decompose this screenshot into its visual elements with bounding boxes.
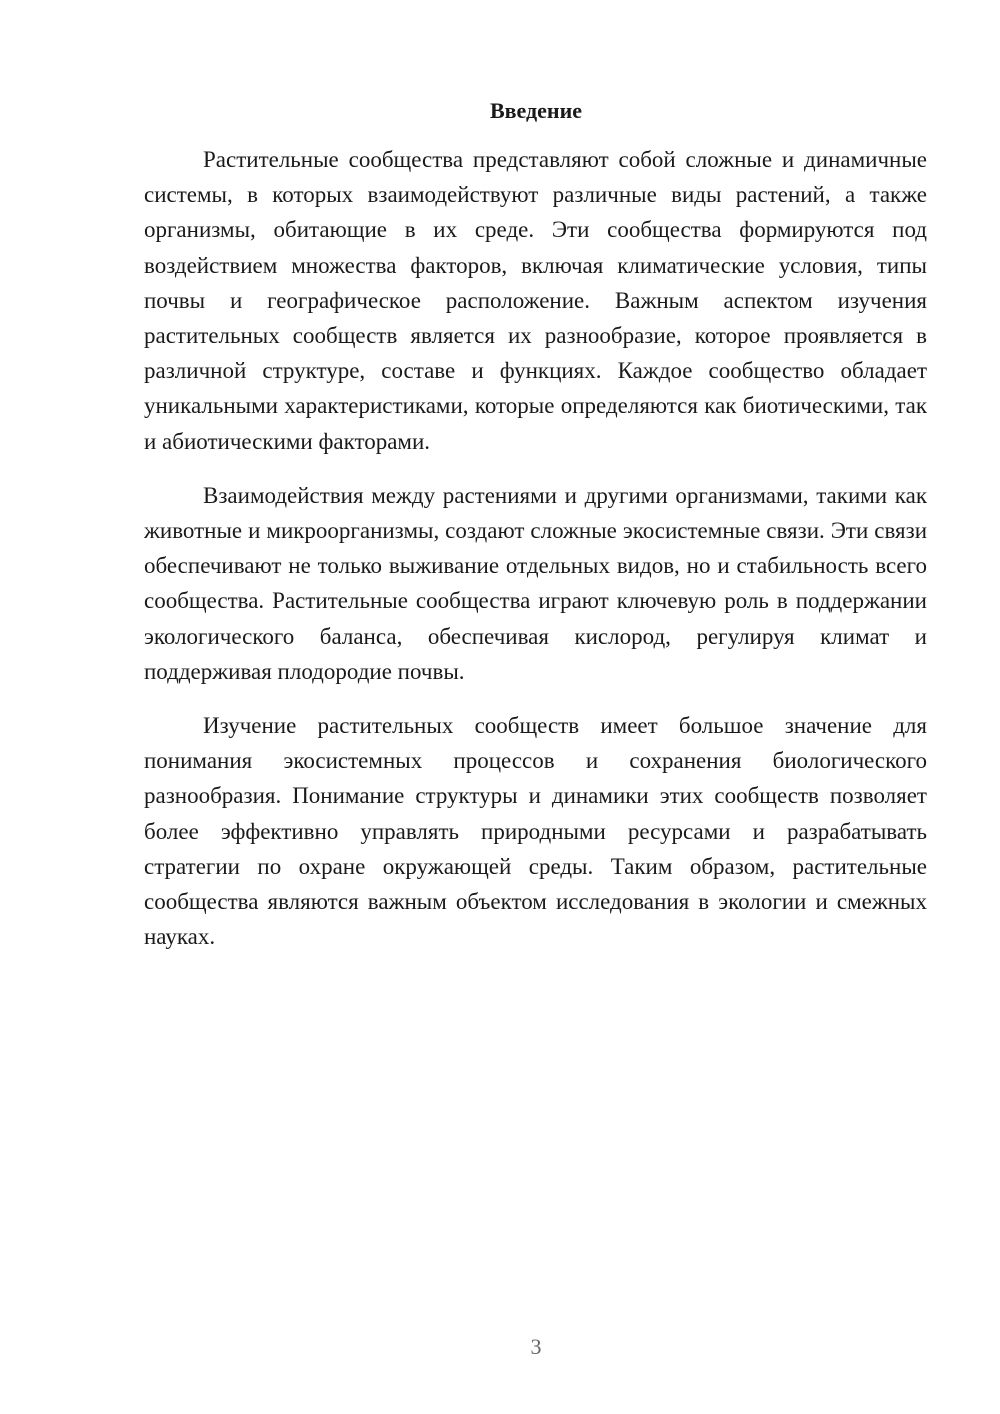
page-number: 3: [530, 1334, 542, 1359]
paragraph-1: Растительные сообщества представляют собой сложные и динамичные системы, в которых взаимодействуют различные виды растений, а также организмы, обитающие в их среде. Эти сообщества формируются под воздействием множества факторов, включая климатические условия, типы почвы и географическое расположение. Важным аспектом изучения растительных сообществ является их разнообразие, которое проявляется в различной структуре, составе и функциях. Каждое сообщество обладает уникальными характеристиками, которые определяются как биотическими, так и абиотическими факторами.: [144, 147, 927, 454]
paragraph-3: Изучение растительных сообществ имеет большое значение для понимания экосистемных процессов и сохранения биологического разнообразия. Понимание структуры и динамики этих сообществ позволяет более эффективно управлять природными ресурсами и разрабатывать стратегии по охране окружающей среды. Таким образом, растительные сообщества являются важным объектом исследования в экологии и смежных науках.: [144, 713, 927, 950]
paragraph-2: Взаимодействия между растениями и другими организмами, такими как животные и микроорганизмы, создают сложные экосистемные связи. Эти связи обеспечивают не только выживание отдельных видов, но и стабильность всего сообщества. Растительные сообщества играют ключевую роль в поддержании экологического баланса, обеспечивая кислород, регулируя климат и поддерживая плодородие почвы.: [144, 482, 927, 684]
body-text: [144, 142, 927, 973]
section-heading: Введение: [489, 98, 583, 123]
